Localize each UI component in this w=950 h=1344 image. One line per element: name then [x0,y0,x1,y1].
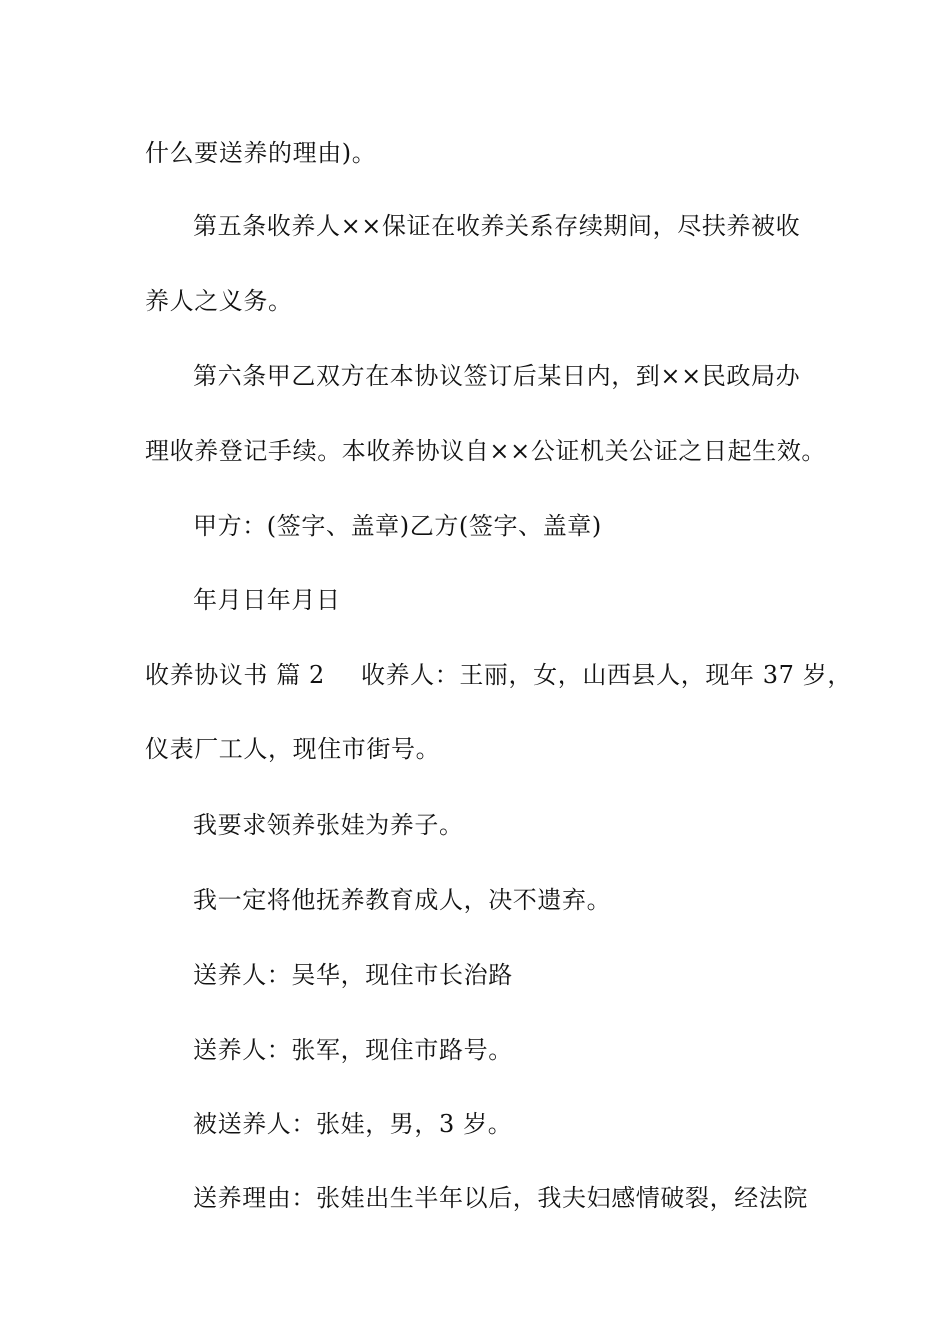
article-6-line-1: 第六条甲乙双方在本协议签订后某日内，到××民政局办 [193,362,801,390]
section-heading-line [145,659,852,691]
signature-line: 甲方：(签字、盖章)乙方(签字、盖章) [193,512,602,540]
request-line: 我要求领养张娃为养子。 [193,811,464,839]
article-5-line-2: 养人之义务。 [145,287,293,315]
paragraph-line: 什么要送养的理由)。 [145,139,377,167]
adopter-line-1: 收养人：王丽，女，山西县人，现年 37 岁， [360,661,852,689]
placer-1-line: 送养人：吴华，现住市长治路 [193,961,513,989]
reason-line: 送养理由：张娃出生半年以后，我夫妇感情破裂，经法院 [193,1184,808,1212]
placer-2-line: 送养人：张军，现住市路号。 [193,1036,513,1064]
adoptee-line: 被送养人：张娃，男，3 岁。 [193,1110,513,1138]
promise-line: 我一定将他抚养教育成人，决不遗弃。 [193,886,612,914]
adopter-line-2: 仪表厂工人，现住市街号。 [145,735,441,763]
date-line: 年月日年月日 [193,586,341,614]
article-5-line-1: 第五条收养人××保证在收养关系存续期间，尽扶养被收 [193,212,801,240]
section-heading: 收养协议书 篇 2 [145,661,325,689]
article-6-line-2: 理收养登记手续。本收养协议自××公证机关公证之日起生效。 [145,437,827,465]
